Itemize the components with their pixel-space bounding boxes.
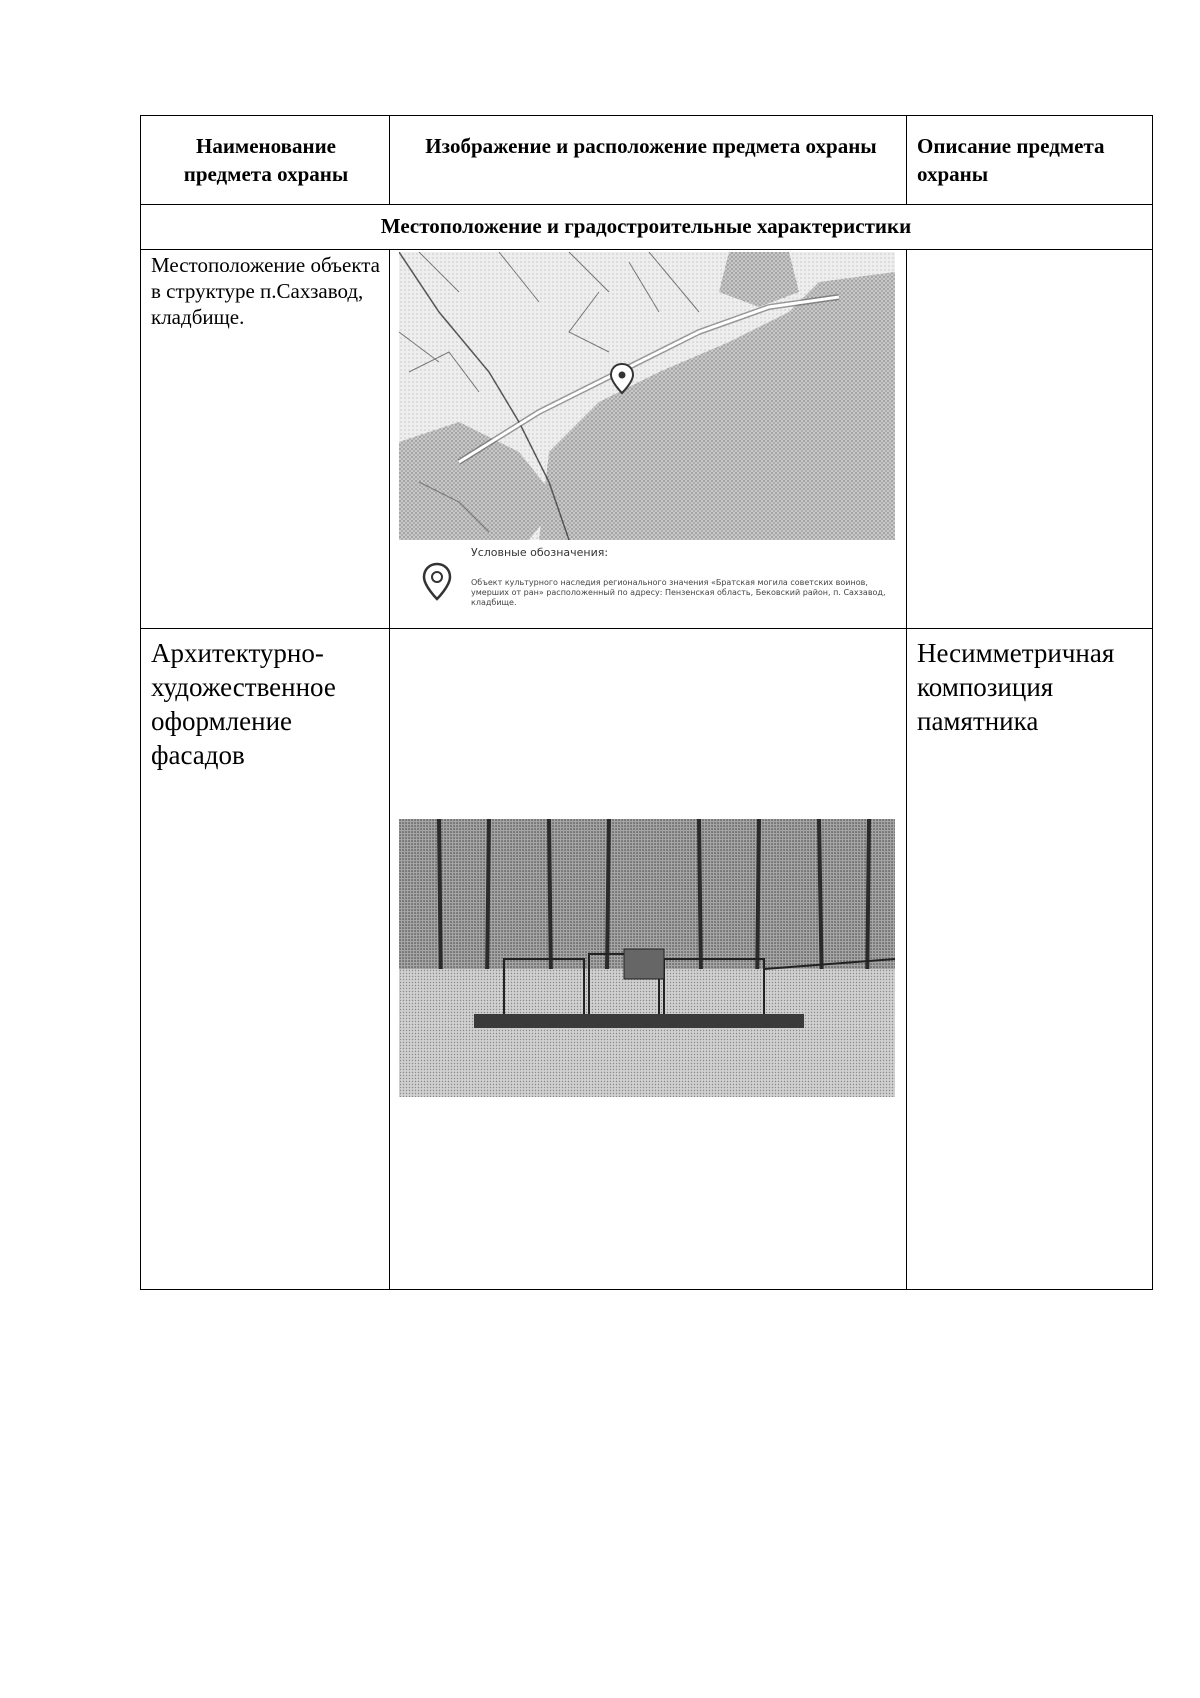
location-map: [399, 252, 895, 625]
column-divider: [389, 249, 390, 1289]
row2-description: Несимметричная композиция памятника: [917, 638, 1115, 736]
header-description: Описание предмета охраны: [917, 134, 1105, 186]
header-image: Изображение и расположение предмета охраны: [425, 134, 877, 158]
header-name: Наименование предмета охраны: [183, 134, 349, 186]
column-divider: [906, 249, 907, 1289]
heritage-table: [140, 115, 1153, 1290]
map-legend-text: Объект культурного наследия регионального значения «Братская могила советских воинов, умерших от ран» расположенный по адресу: Пензенская область, Бековский район, п. Сахзавод, кладбище.: [471, 578, 886, 607]
map-legend-title: Условные обозначения:: [471, 546, 609, 559]
row-divider: [141, 628, 1152, 629]
row-divider: [141, 249, 1152, 250]
row-divider: [141, 204, 1152, 205]
column-divider: [389, 116, 390, 204]
memorial-photo: [399, 819, 895, 1097]
column-divider: [906, 116, 907, 204]
row1-name: Местоположение объекта в структуре п.Сахзавод, кладбище.: [151, 253, 381, 329]
section-title: Местоположение и градостроительные характеристики: [380, 214, 912, 238]
row2-name: Архитектурно-художественное оформление фасадов: [151, 638, 336, 770]
